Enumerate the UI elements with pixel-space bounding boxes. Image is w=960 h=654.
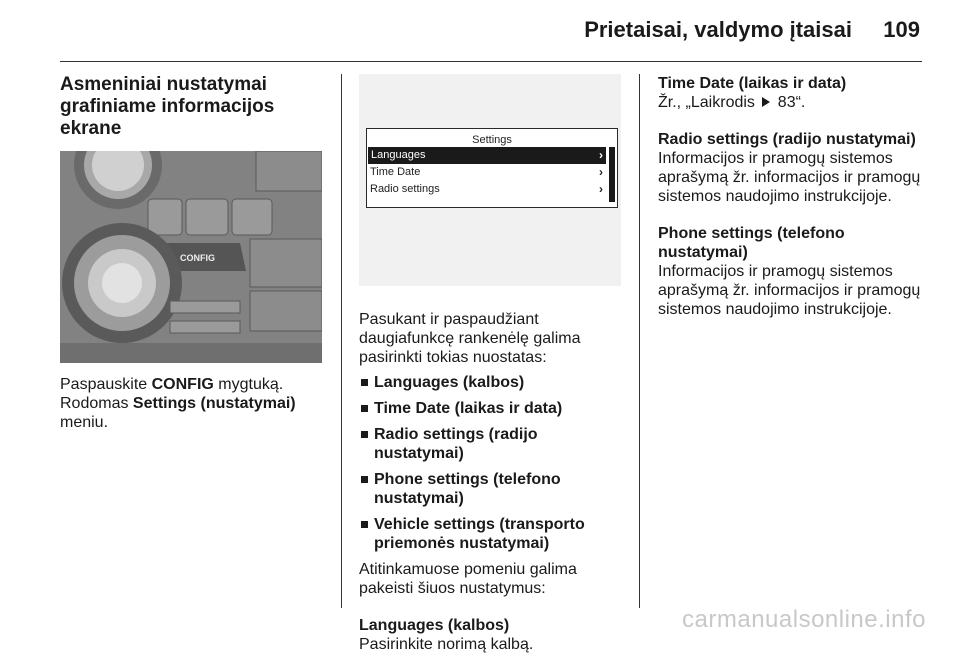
- heading-line-1: Asmeniniai nustatymai: [60, 74, 267, 95]
- settings-keyword: Settings (nustatymai): [132, 395, 296, 412]
- display-item-time-date: Time Date ›: [370, 165, 603, 179]
- time-date-text: Žr., „Laikrodis 83“.: [658, 94, 806, 111]
- instruction-line-2: Rodomas Settings (nustatymai): [60, 395, 296, 412]
- section-heading: [60, 74, 328, 140]
- intro-paragraph: Pasukant ir paspaudžiant daugiafunkcę rankenėlę galima pasirinkti tokias nuostatas:: [359, 311, 581, 366]
- submenu-paragraph: Atitinkamuose pomeniu galima pakeisti šiuos nustatymus:: [359, 561, 577, 597]
- display-item-radio-settings: Radio settings ›: [370, 182, 603, 196]
- dashboard-photo: [60, 151, 322, 363]
- config-button-label: CONFIG: [180, 253, 215, 263]
- column-right: [658, 74, 924, 319]
- time-date-section: [658, 74, 924, 112]
- instruction-line-3: meniu.: [60, 414, 109, 431]
- chevron-right-icon: ›: [599, 182, 603, 196]
- display-title: Settings: [472, 134, 512, 146]
- settings-screen-image: [359, 74, 621, 286]
- page-number: 109: [883, 17, 920, 42]
- page-reference-icon: [762, 97, 770, 107]
- radio-settings-section: Radio settings (radijo nustatymai) Informacijos ir pramogų sistemos aprašymą žr. informacijos ir pramogų sistemos naudojimo instrukcijoje.: [658, 130, 924, 206]
- column-left: [60, 74, 328, 432]
- column-divider-1: [341, 74, 342, 608]
- instruction-line-1: Paspauskite CONFIG mygtuką.: [60, 376, 284, 393]
- languages-heading: Languages (kalbos): [359, 617, 510, 634]
- page-title: Prietaisai, valdymo įtaisai: [584, 17, 852, 42]
- config-keyword: CONFIG: [151, 376, 214, 393]
- display-scrollbar: [609, 147, 615, 202]
- watermark: carmanualsonline.info: [682, 606, 926, 633]
- column-middle: [359, 74, 627, 654]
- languages-text: Pasirinkite norimą kalbą.: [359, 636, 534, 653]
- phone-settings-section: Phone settings (telefono nustatymai) Informacijos ir pramogų sistemos aprašymą žr. informacijos ir pramogų sistemos naudojimo instrukcijoje.: [658, 224, 924, 319]
- chevron-right-icon: ›: [599, 148, 603, 162]
- heading-line-2: grafiniame informacijos ekrane: [60, 96, 275, 139]
- languages-section: [359, 616, 627, 654]
- list-item: Languages (kalbos): [359, 373, 627, 392]
- list-item: Vehicle settings (transporto priemonės nustatymai): [359, 515, 627, 553]
- config-instruction: [60, 375, 328, 432]
- phone-settings-heading: Phone settings (telefono nustatymai): [658, 225, 845, 261]
- page-header: [0, 0, 960, 62]
- list-item: Time Date (laikas ir data): [359, 399, 627, 418]
- list-item: Radio settings (radijo nustatymai): [359, 425, 627, 463]
- time-date-heading: Time Date (laikas ir data): [658, 75, 847, 92]
- settings-display: [366, 128, 618, 208]
- radio-settings-heading: Radio settings (radijo nustatymai): [658, 131, 916, 148]
- chevron-right-icon: ›: [599, 165, 603, 179]
- header-divider: [60, 61, 922, 62]
- list-item: Phone settings (telefono nustatymai): [359, 470, 627, 508]
- display-item-languages: Languages ›: [368, 147, 606, 164]
- settings-options-list: [359, 373, 627, 553]
- column-divider-2: [639, 74, 640, 608]
